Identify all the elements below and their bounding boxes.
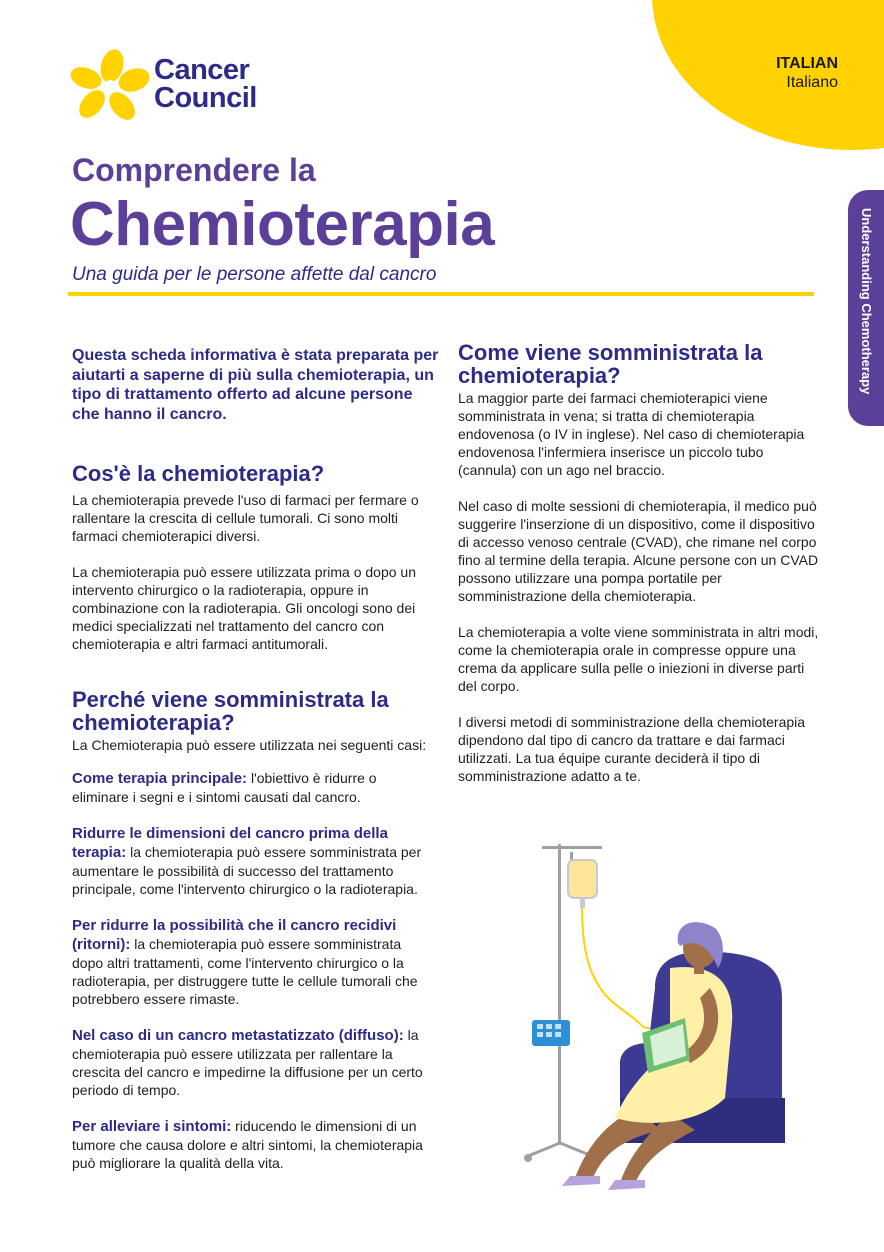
list-item-label: Ridurre le dimensioni del cancro prima della terapia: xyxy=(72,825,388,861)
logo-line-2: Council xyxy=(154,82,257,114)
paragraph: La Chemioterapia può essere utilizzata nei seguenti casi: xyxy=(72,737,427,753)
cancer-council-flower-icon xyxy=(70,48,150,124)
list-item xyxy=(72,1026,434,1099)
list-item-text: la chemioterapia può essere utilizzata per rallentare la crescita del cancro e impedirne la diffusione per un certo periodo di tempo. xyxy=(72,1027,423,1098)
patient-chemo-illustration xyxy=(520,838,790,1193)
title-divider xyxy=(68,292,814,296)
list-item xyxy=(72,824,434,898)
list-item-label: Per alleviare i sintomi: xyxy=(72,1118,232,1135)
list-item xyxy=(72,1117,434,1172)
list-item-label: Nel caso di un cancro metastatizzato (diffuso): xyxy=(72,1027,404,1044)
list-item-text: l'obiettivo è ridurre o eliminare i segni e i sintomi causati dal cancro. xyxy=(72,770,377,805)
paragraph: La chemioterapia può essere utilizzata prima o dopo un intervento chirurgico o la radioterapia, oppure in combinazione con la radioterapia. Gli oncologi sono dei medici specializzati nel trattamento del cancro con chemioterapia e altri farmaci antitumorali. xyxy=(72,564,416,652)
list-item-label: Come terapia principale: xyxy=(72,770,248,787)
side-tab-label: Understanding Chemotherapy xyxy=(859,208,874,395)
section-heading: Come viene somministrata la chemioterapia? xyxy=(458,340,763,388)
language-native: Italiano xyxy=(786,74,838,91)
paragraph: La chemioterapia a volte viene somministrata in altri modi, come la chemioterapia orale in compresse oppure una crema da applicare sulla pelle o iniezioni in diverse parti del corpo. xyxy=(458,624,819,694)
pretitle: Comprendere la xyxy=(72,152,316,188)
language-english: ITALIAN xyxy=(776,55,838,72)
section-what-is-chemo xyxy=(72,462,432,653)
list-item-text: riducendo le dimensioni di un tumore che causa dolore e altri sintomi, la chemioterapia può migliorare la qualità della vita. xyxy=(72,1118,423,1171)
yellow-sun-shape xyxy=(652,0,884,150)
list-item-text: la chemioterapia può essere somministrata dopo altri trattamenti, come l'intervento chirurgico o la radioterapia, per distruggere tutte le cellule tumorali che potrebbero essere rimaste. xyxy=(72,936,418,1007)
section-how-given xyxy=(458,341,820,785)
intro-paragraph: Questa scheda informativa è stata preparata per aiutarti a saperne di più sulla chemioterapia, un tipo di trattamento offerto ad alcune persone che hanno il cancro. xyxy=(72,347,439,423)
paragraph: I diversi metodi di somministrazione della chemioterapia dipendono dal tipo di cancro da trattare e dai farmaci utilizzati. La tua équipe curante deciderà il tipo di somministrazione adatto a te. xyxy=(458,714,806,784)
logo-line-1: Cancer xyxy=(154,54,250,86)
section-heading: Perché viene somministrata la chemioterapia? xyxy=(72,687,389,735)
paragraph: La chemioterapia prevede l'uso di farmaci per fermare o rallentare la crescita di cellule tumorali. Ci sono molti farmaci chemioterapici diversi. xyxy=(72,492,419,544)
page-title: Chemioterapia xyxy=(70,190,495,259)
side-tab xyxy=(848,190,884,426)
section-heading: Cos'è la chemioterapia? xyxy=(72,461,325,486)
language-label xyxy=(776,54,838,92)
list-item-text: la chemioterapia può essere somministrata per aumentare le possibilità di successo del trattamento principale, come l'intervento chirurgico o la radioterapia. xyxy=(72,844,422,897)
subtitle: Una guida per le persone affette dal cancro xyxy=(72,264,437,285)
paragraph: La maggior parte dei farmaci chemioterapici viene somministrata in vena; si tratta di chemioterapia endovenosa (o IV in inglese). Nel caso di chemioterapia endovenosa l'infermiera inserisce un piccolo tubo (cannula) con un ago nel braccio. xyxy=(458,390,805,478)
section-why-chemo xyxy=(72,688,434,1172)
list-item xyxy=(72,769,434,806)
paragraph: Nel caso di molte sessioni di chemioterapia, il medico può suggerire l'inserzione di un dispositivo, come il dispositivo di accesso venoso centrale (CVAD), che rimane nel corpo fino al termine della terapia. Alcune persone con un CVAD possono utilizzare una pompa portatile per somministrazione della chemioterapia. xyxy=(458,498,819,604)
list-item-label: Per ridurre la possibilità che il cancro recidivi (ritorni): xyxy=(72,917,397,953)
list-item xyxy=(72,916,434,1008)
cancer-council-logo-text xyxy=(154,56,257,112)
